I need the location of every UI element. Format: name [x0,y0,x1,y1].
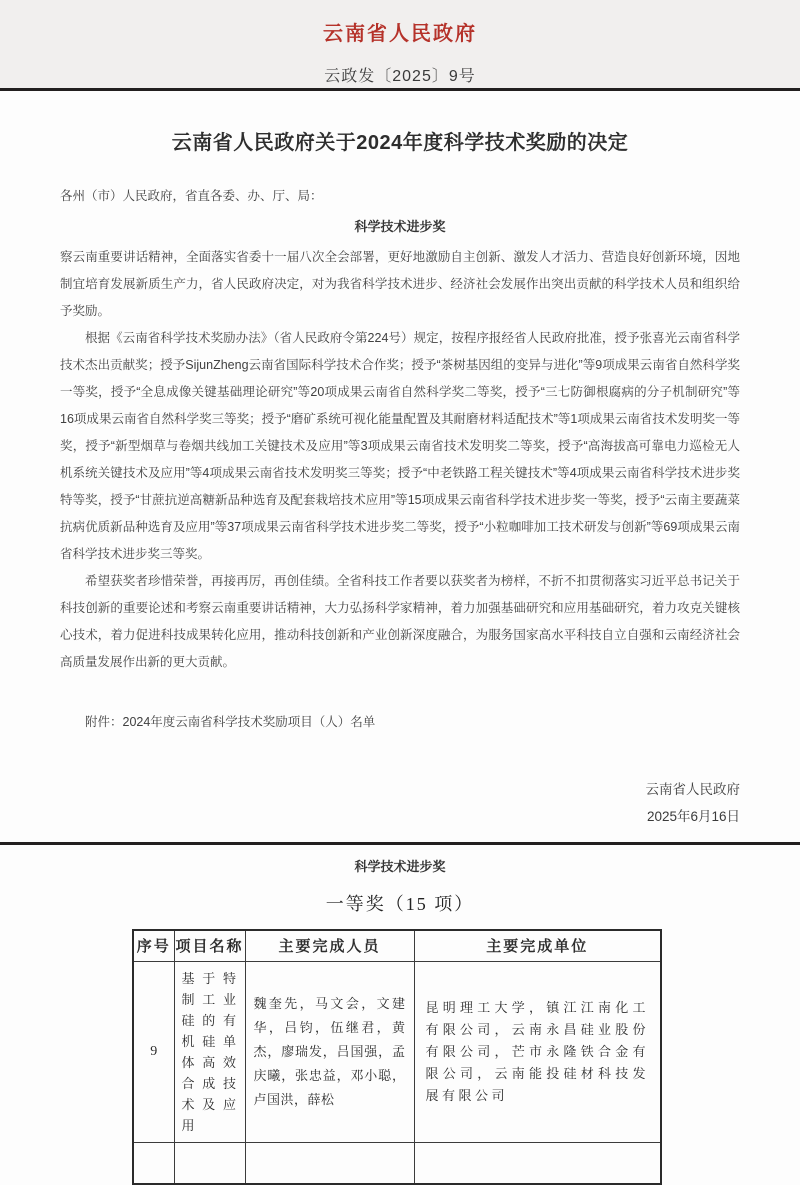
table-cell-empty [245,1142,414,1184]
issuing-org-title: 云南省人民政府 [323,23,477,45]
column-header-serial: 序号 [133,930,174,961]
table-cell-empty [133,1142,174,1184]
table-cell-units: 昆明理工大学，镇江江南化工有限公司，云南永昌硅业股份有限公司，芒市永隆铁合金有限公司，云南能投硅材科技发展有限公司 [414,961,661,1142]
awards-section [0,845,800,1185]
paragraph: 希望获奖者珍惜荣誉，再接再厉，再创佳绩。全省科技工作者要以获奖者为榜样，不折不扣贯彻落实习近平总书记关于科技创新的重要论述和考察云南重要讲话精神，大力弘扬科学家精神，着力加强基础研究和应用基础研究，着力攻克关键核心技术，着力促进科技成果转化应用，推动科技创新和产业创新深度融合，为服务国家高水平科技自立自强和云南经济社会高质量发展作出新的更大贡献。 [60,574,740,669]
paragraph: 察云南重要讲话精神，全面落实省委十一届八次全会部署，更好地激励自主创新、激发人才活力、营造良好创新环境，因地制宜培育发展新质生产力，省人民政府决定，对为我省科学技术进步、经济社会发展作出突出贡献的科学技术人员和组织给予奖励。 [60,250,740,318]
table-cell-people: 魏奎先，马文会，文建华，吕钧，伍继君，黄杰，廖瑞发，吕国强，孟庆曦，张忠益，邓小聪，卢国洪，薛松 [245,961,414,1142]
attachment-note: 附件：2024年度云南省科学技术奖励项目（人）名单 [85,715,376,729]
awards-table [132,929,662,1185]
document-body [0,91,800,842]
signature-date: 2025年6月16日 [646,809,740,824]
table-cell-empty [174,1142,245,1184]
salutation: 各州（市）人民政府，省直各委、办、厅、局： [60,189,323,203]
document-number: 云政发〔2025〕9号 [324,68,476,85]
table-cell-project: 基于特制工业硅的有机硅单体高效合成技术及应用 [174,961,245,1142]
inline-heading-progress-award: 科学技术进步奖 [354,219,446,234]
table-row [133,961,661,1142]
column-header-people: 主要完成人员 [245,930,414,961]
signature-org: 云南省人民政府 [645,782,740,797]
awards-section-title: 科学技术进步奖 [354,859,446,874]
award-grade-title: 一等奖（15 项） [325,894,475,914]
column-header-units: 主要完成单位 [414,930,661,961]
table-header-row [133,930,661,961]
document-paragraphs [60,244,740,676]
table-row-cutoff [133,1142,661,1184]
column-header-project: 项目名称 [174,930,245,961]
signature-block [60,776,740,830]
letterhead [0,0,800,88]
table-cell-no: 9 [133,961,174,1142]
paragraph: 根据《云南省科学技术奖励办法》（省人民政府令第224号）规定，按程序报经省人民政府批准，授予张喜光云南省科学技术杰出贡献奖；授予SijunZheng云南省国际科学技术合作奖；授予“茶树基因组的变异与进化”等9项成果云南省自然科学奖一等奖，授予“全息成像关键基础理论研究”等20项成果云南省自然科学奖二等奖，授予“三七防御根腐病的分子机制研究”等16项成果云南省自然科学奖三等奖；授予“磨矿系统可视化能量配置及其耐磨材料适配技术”等1项成果云南省技术发明奖一等奖，授予“新型烟草与卷烟共线加工关键技术及应用”等3项成果云南省技术发明奖二等奖，授予“高海拔高可靠电力巡检无人机系统关键技术及应用”等4项成果云南省技术发明奖三等奖；授予“中老铁路工程关键技术”等4项成果云南省科学技术进步奖特等奖，授予“甘蔗抗逆高糖新品种选育及配套栽培技术应用”等15项成果云南省科学技术进步奖一等奖，授予“云南主要蔬菜抗病优质新品种选育及应用”等37项成果云南省科学技术进步奖二等奖，授予“小粒咖啡加工技术研发与创新”等69项成果云南省科学技术进步奖三等奖。 [60,331,740,561]
document-title: 云南省人民政府关于2024年度科学技术奖励的决定 [171,132,629,154]
table-cell-empty [414,1142,661,1184]
